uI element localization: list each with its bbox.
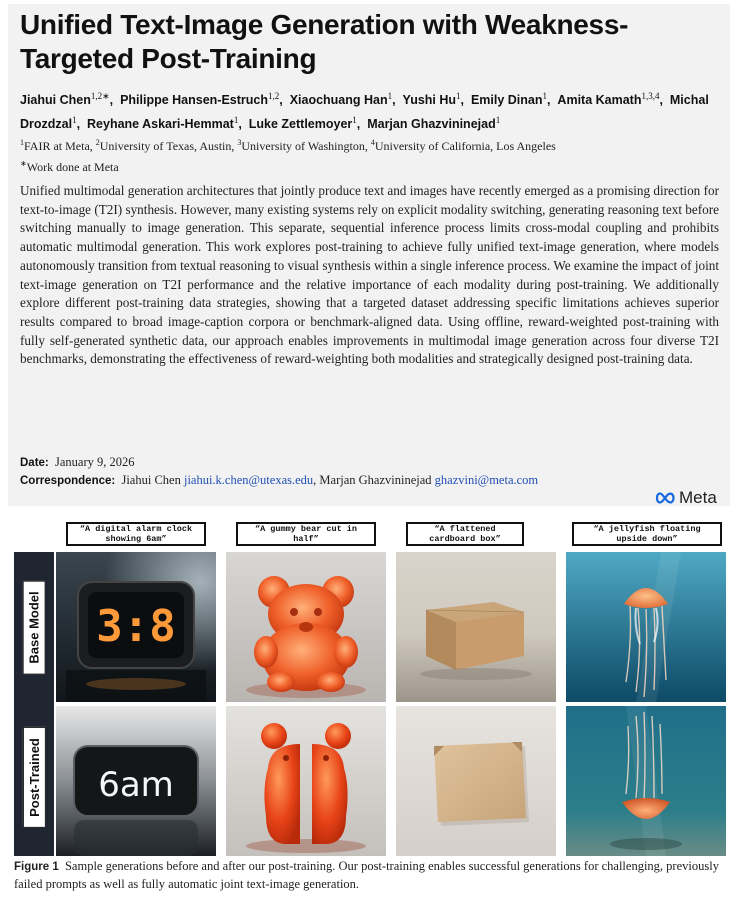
author-affiliation-marker: 1: [387, 91, 393, 101]
author-affiliation-marker: 1,2: [268, 91, 280, 101]
date-label: Date:: [20, 457, 49, 469]
figure-caption-label: Figure 1: [14, 861, 59, 873]
author: [403, 93, 461, 107]
author-name: Marjan Ghazvininejad: [367, 117, 496, 132]
affiliation-text: University of California, Los Angeles: [374, 139, 556, 153]
row-label-bar: [14, 552, 54, 856]
author: [290, 93, 392, 107]
figure-caption-text: Sample generations before and after our post-training. Our post-training enables successful generations for challenging, previously failed prompts as well as fully automatic joint text-image generation.: [14, 859, 719, 891]
affiliation-text: University of Texas, Austin,: [99, 139, 235, 153]
meta-logo-text: Meta: [679, 488, 717, 507]
affiliation-text: University of Washington,: [241, 139, 368, 153]
correspondent-name: Marjan Ghazvininejad: [319, 473, 432, 487]
image-jellyfish-base: [566, 552, 726, 702]
correspondent-email[interactable]: jiahui.k.chen@utexas.edu: [183, 473, 314, 487]
work-note-text: Work done at Meta: [26, 160, 119, 174]
author-affiliation-marker: 1: [542, 91, 547, 101]
author-list: Jiahui Chen$^{1,2∗}$, Philippe Hansen-Estruch$^{1,2}$, Xiaochuang Han$^1$, Yushi Hu$^1$, Emily Dinan$^1$, Amita Kamath$^{1,3,4}$, Michal Drozdzal$^1$, Reyhane Askari-Hemmat$^1$, Luke Zettlemoyer$^1$, Marjan Ghazvininejad$^1$: [20, 91, 709, 132]
author: [471, 93, 547, 107]
author-affiliation-marker: 1: [352, 115, 357, 126]
image-box-post: [396, 706, 556, 856]
author-name: Xiaochuang Han: [289, 93, 388, 108]
meta-logo: [654, 488, 717, 508]
correspondence-line: Correspondence: Jiahui Chen jiahui.k.chen@utexas.edu, Marjan Ghazvininejad ghazvini@meta.com: [20, 473, 539, 487]
correspondent-name: Jiahui Chen: [121, 473, 181, 487]
author-name: Philippe Hansen-Estruch: [120, 93, 269, 108]
author-affiliation-marker: 1: [72, 115, 77, 126]
author: [87, 117, 238, 131]
paper-title: Unified Text-Image Generation with Weakness-Targeted Post-Training: [20, 9, 629, 74]
image-gummy-base: [226, 552, 386, 702]
author-name: Yushi Hu: [402, 93, 457, 108]
affiliation-marker: 1: [20, 138, 24, 147]
prompt-label: “A gummy bear cut in half”: [236, 522, 376, 546]
row-label-post: [14, 710, 54, 844]
figure-1: [14, 516, 730, 856]
work-note: [20, 155, 720, 176]
affiliations: [20, 134, 720, 176]
affiliation-marker: 2: [95, 138, 100, 147]
row-label-base-text: Base Model: [23, 580, 46, 674]
affiliation-marker: 3: [237, 138, 242, 147]
author-name: Reyhane Askari-Hemmat: [87, 117, 234, 132]
author-name: Jiahui Chen: [20, 93, 91, 108]
image-jellyfish-post: [566, 706, 726, 856]
author: [249, 117, 357, 131]
image-clock-base: [56, 552, 216, 702]
prompt-label: “A flattened cardboard box”: [406, 522, 524, 546]
author-affiliation-marker: 1: [233, 115, 239, 126]
author-name: Michal Drozdzal: [20, 93, 709, 132]
author-name: Amita Kamath: [557, 93, 642, 108]
image-box-base: [396, 552, 556, 702]
clock-post-digits: 6am: [98, 765, 174, 805]
author-affiliation-marker: 1,3,4: [641, 91, 660, 101]
figure-caption: [14, 858, 730, 893]
correspondent-email[interactable]: ghazvini@meta.com: [434, 473, 539, 487]
correspondence-label: Correspondence:: [20, 475, 116, 487]
affiliation-text: FAIR at Meta,: [24, 139, 93, 153]
clock-base-digits: 3:8: [96, 601, 176, 652]
image-gummy-post: [226, 706, 386, 856]
row-label-post-text: Post-Trained: [23, 727, 46, 828]
author: [120, 93, 279, 107]
affiliation-line: [20, 134, 720, 155]
meta-infinity-icon: [654, 491, 676, 505]
abstract: Unified multimodal generation architectures that jointly produce text and images have recently emerged as a promising direction for text-to-image (T2I) synthesis. However, many existing systems rely on explicit modality switching, generating reasoning text before switching manually to image generation. This separate, sequential inference process limits cross-modal coupling and prohibits automatic multimodal generation. This work explores post-training to achieve fully unified text-image generation, where models autonomously transition from textual reasoning to visual synthesis within a single inference process. We examine the impact of joint text-image generation on T2I performance and the relative importance of each modality during post-training. We additionally explore different post-training data strategies, showing that a targeted dataset addressing specific limitations achieves superior results compared to broad image-caption corpora or benchmark-aligned data. Using offline, reward-weighted post-training with fully self-generated synthetic data, our approach enables improvements in multimodal image generation across four diverse T2I benchmarks, demonstrating the effectiveness of reward-weighting both modalities and strategically designed post-training data.: [20, 183, 719, 367]
author-affiliation-marker: 1: [495, 115, 501, 126]
work-note-marker: ∗: [20, 159, 27, 168]
author: [367, 117, 500, 131]
row-label-base: [14, 560, 54, 694]
date-line: [20, 455, 135, 470]
author: [20, 93, 110, 107]
author-name: Luke Zettlemoyer: [248, 117, 353, 132]
date-value: January 9, 2026: [55, 455, 135, 469]
affiliation-marker: 4: [370, 138, 375, 147]
prompt-label: “A digital alarm clock showing 6am”: [66, 522, 206, 546]
author-affiliation-marker: 1: [456, 91, 461, 101]
image-clock-post: [56, 706, 216, 856]
author-name: Emily Dinan: [470, 93, 543, 108]
author: [557, 93, 659, 107]
author-affiliation-marker: 1,2∗: [90, 91, 110, 101]
prompt-label: “A jellyfish floating upside down”: [572, 522, 722, 546]
